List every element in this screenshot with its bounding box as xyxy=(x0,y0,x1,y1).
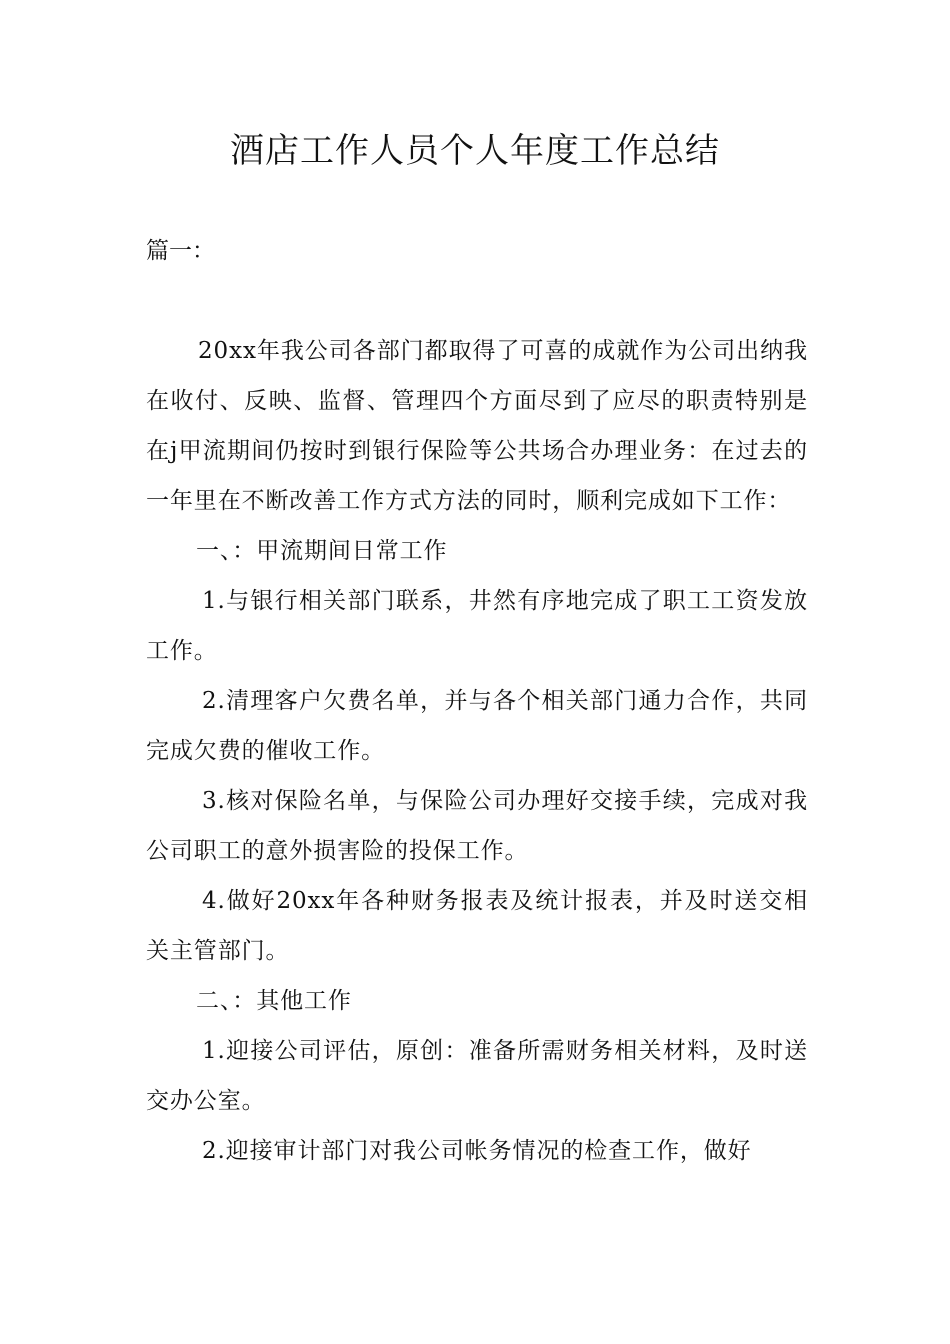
document-title: 酒店工作人员个人年度工作总结 xyxy=(230,131,720,171)
section-heading-2: 二、：其他工作 xyxy=(196,988,352,1014)
list-item: 1.与银行相关部门联系，井然有序地完成了职工工资发放工作。 xyxy=(146,588,808,664)
list-item: 2.清理客户欠费名单，并与各个相关部门通力合作，共同完成欠费的催收工作。 xyxy=(146,688,808,764)
list-item: 3.核对保险名单，与保险公司办理好交接手续，完成对我公司职工的意外损害险的投保工作。 xyxy=(146,788,808,864)
list-item: 2.迎接审计部门对我公司帐务情况的检查工作，做好 xyxy=(202,1138,752,1164)
list-item: 1.迎接公司评估，原创：准备所需财务相关材料，及时送交办公室。 xyxy=(146,1038,808,1114)
section-label: 篇一： xyxy=(146,238,215,264)
document-body xyxy=(146,326,808,1176)
section-heading-1: 一、：甲流期间日常工作 xyxy=(196,538,448,564)
list-item: 4.做好20xx年各种财务报表及统计报表，并及时送交相关主管部门。 xyxy=(146,888,808,964)
intro-paragraph: 20xx年我公司各部门都取得了可喜的成就作为公司出纳我在收付、反映、监督、管理四个方面尽到了应尽的职责特别是在j甲流期间仍按时到银行保险等公共场合办理业务：在过去的一年里在不断改善工作方式方法的同时，顺利完成如下工作： xyxy=(146,338,808,514)
